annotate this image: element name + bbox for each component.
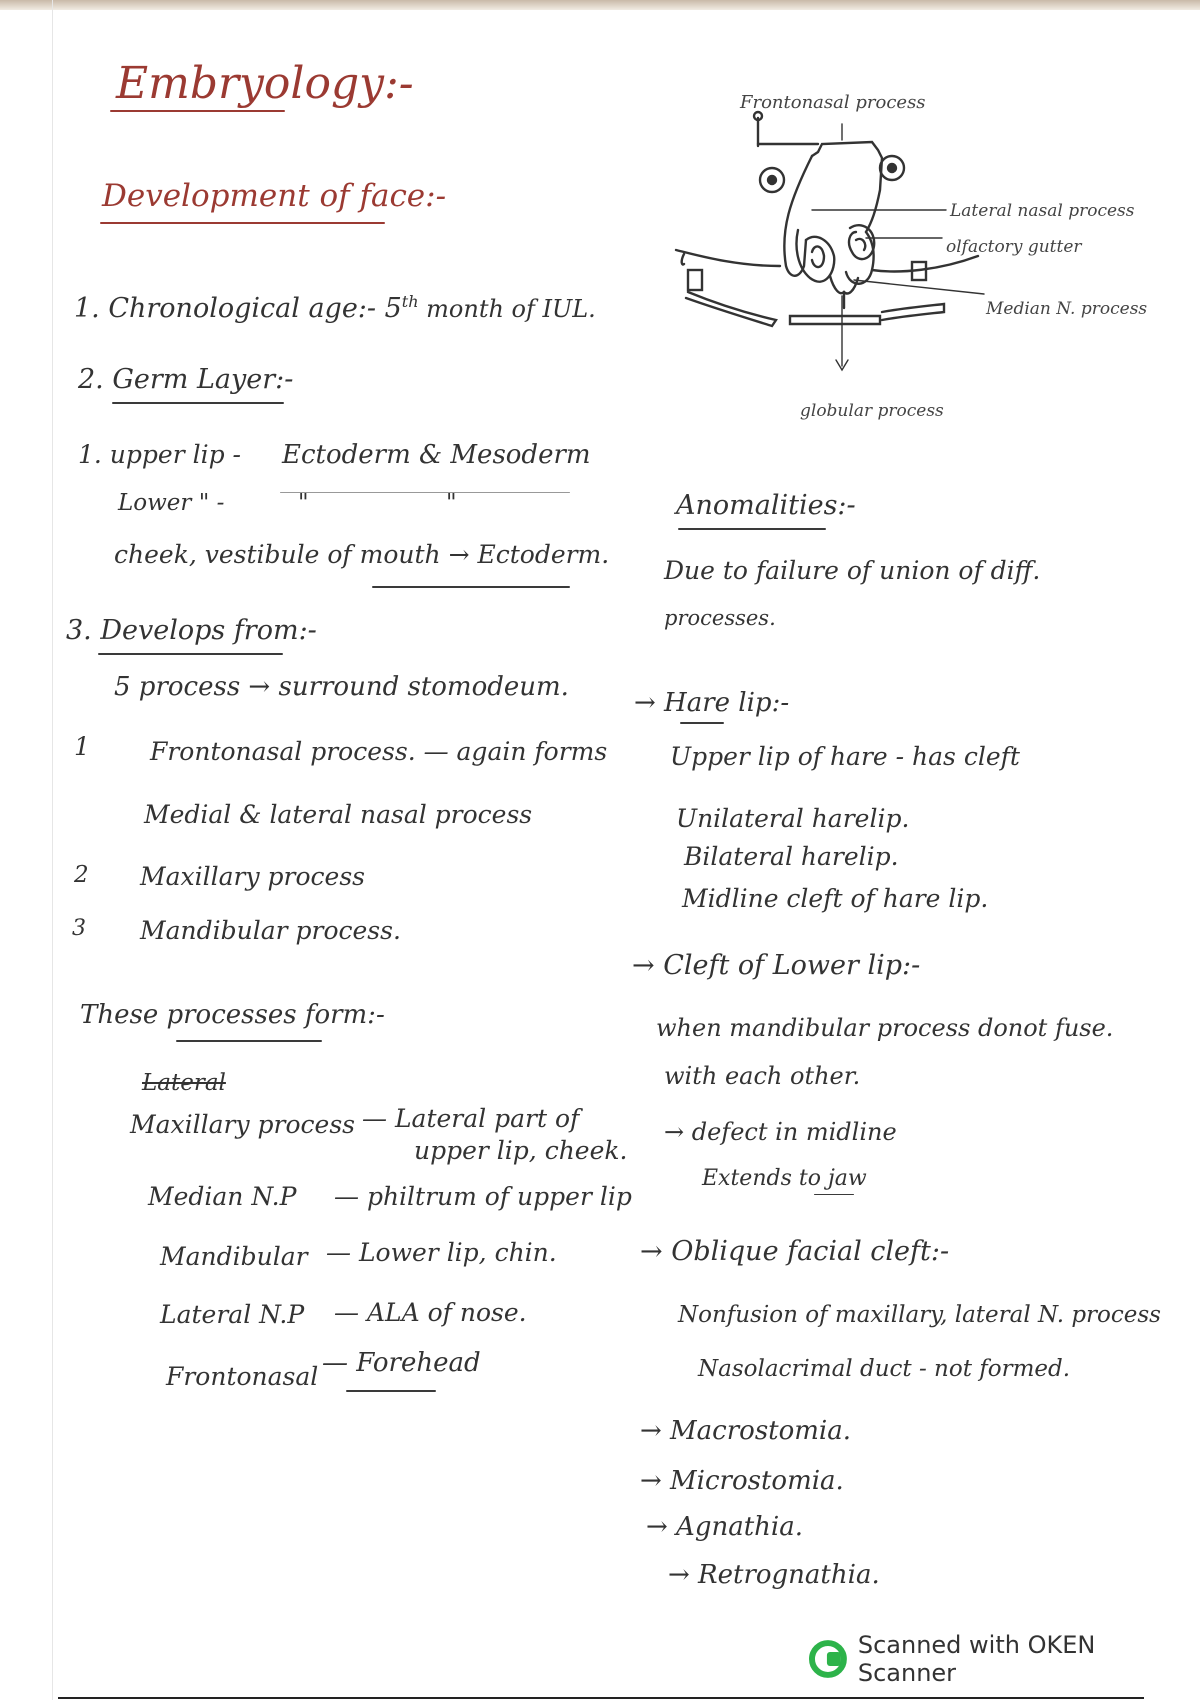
diagram-label-frontonasal: Frontonasal process (740, 92, 926, 113)
scanner-watermark-text: Scanned with OKEN Scanner (857, 1631, 1096, 1687)
chronological-age (74, 292, 596, 325)
page-title: Embryology:- (116, 58, 414, 109)
develop-item-3: Maxillary process (140, 862, 365, 891)
forms-row-5-left: Frontonasal (166, 1362, 319, 1391)
forms-row-1-right: — Lateral part of (362, 1104, 580, 1133)
other-anomaly-2: → Microstomia. (640, 1466, 844, 1496)
germ-cheek-underline (372, 586, 570, 588)
forms-row-3-left: Mandibular (160, 1242, 308, 1271)
harelip-line-1: Upper lip of hare - has cleft (670, 742, 1020, 771)
germ-lower-ditto-2: " (446, 490, 457, 516)
forms-row-3-right: — Lower lip, chin. (326, 1238, 557, 1267)
chrono-sup: th (401, 292, 419, 311)
harelip-line-3: Bilateral harelip. (684, 842, 899, 871)
germ-upper-label: 1. upper lip - (78, 440, 241, 469)
chrono-label: 1. Chronological age:- 5 (74, 293, 402, 324)
diagram-label-globular: globular process (800, 401, 944, 421)
forms-heading: These processes form:- (80, 1000, 385, 1030)
harelip-heading: → Hare lip:- (634, 688, 790, 718)
develop-item-2: Medial & lateral nasal process (144, 800, 533, 829)
other-anomaly-1: → Macrostomia. (640, 1416, 851, 1446)
frontonasal-outline (812, 142, 882, 232)
develop-item-4-num: 3 (72, 916, 86, 941)
scanner-watermark (808, 1631, 1200, 1687)
develop-item-1-num: 1 (74, 732, 90, 761)
develops-processes-line: 5 process → surround stomodeum. (114, 672, 569, 702)
median-pointer (854, 280, 984, 294)
germ-upper-value: Ectoderm & Mesoderm (282, 440, 591, 470)
jaw-underline (814, 1194, 854, 1195)
anomalies-intro-1: Due to failure of union of diff. (664, 556, 1041, 585)
forms-heading-underline (176, 1040, 322, 1042)
other-anomaly-3: → Agnathia. (646, 1512, 803, 1542)
germ-cheek: cheek, vestibule of mouth → Ectoderm. (114, 540, 610, 569)
oblique-line-1: Nonfusion of maxillary, lateral N. process (678, 1302, 1161, 1328)
germ-lower-ditto-1: " (298, 490, 309, 516)
right-mandibular (790, 316, 880, 324)
forms-row-1-left: Maxillary process (130, 1110, 355, 1139)
face-development-diagram (640, 80, 1160, 450)
germ-heading-underline (112, 402, 284, 404)
page-top-edge (0, 0, 1200, 10)
develop-item-1: Frontonasal process. — again forms (150, 737, 608, 766)
forms-row-5-right: — Forehead (322, 1348, 481, 1378)
forms-row-2-right: — philtrum of upper lip (334, 1182, 632, 1211)
harelip-underline (680, 722, 724, 724)
other-anomaly-4: → Retrognathia. (668, 1560, 880, 1590)
harelip-line-2: Unilateral harelip. (676, 804, 910, 833)
forms-row-4-right: — ALA of nose. (334, 1298, 527, 1327)
oblique-heading: → Oblique facial cleft:- (640, 1236, 950, 1267)
page-bottom-rule (58, 1697, 1144, 1699)
germ-upper-underline (280, 492, 570, 493)
forms-row-4-left: Lateral N.P (160, 1300, 305, 1329)
forms-lateral-label: Lateral (142, 1070, 226, 1096)
section-subtitle: Development of face:- (102, 178, 447, 214)
develop-item-3-num: 2 (74, 862, 89, 888)
margin-line (52, 0, 53, 1700)
title-underline (110, 110, 285, 112)
cleft-lower-line-1: when mandibular process donot fuse. (656, 1014, 1114, 1042)
diagram-label-olfactory: olfactory gutter (946, 237, 1082, 257)
develops-heading: 3. Develops from:- (66, 615, 317, 646)
develop-item-4: Mandibular process. (140, 916, 401, 945)
cleft-lower-line-4: Extends to jaw (702, 1166, 867, 1191)
left-block (688, 270, 702, 290)
cleft-lower-line-2: with each other. (664, 1062, 861, 1090)
germ-layer-heading: 2. Germ Layer:- (78, 364, 294, 395)
forehead-underline (346, 1390, 436, 1392)
germ-lower-label: Lower " - (118, 490, 225, 516)
diagram-label-median: Median N. process (986, 299, 1148, 319)
chrono-rest: month of IUL. (418, 295, 596, 323)
left-maxillary (676, 250, 780, 266)
anomalies-heading-underline (678, 528, 826, 530)
diagram-label-lateral: Lateral nasal process (950, 201, 1135, 221)
develops-heading-underline (98, 653, 283, 655)
forms-row-2-left: Median N.P (148, 1182, 297, 1211)
oblique-line-2: Nasolacrimal duct - not formed. (698, 1356, 1071, 1382)
subtitle-underline (100, 222, 385, 224)
harelip-line-4: Midline cleft of hare lip. (682, 884, 989, 913)
cleft-lower-line-3: → defect in midline (664, 1118, 897, 1146)
left-mandibular (686, 292, 776, 326)
anomalies-intro-2: processes. (664, 606, 776, 630)
anomalies-heading: Anomalities:- (676, 490, 856, 521)
forms-row-1b-right: upper lip, cheek. (414, 1136, 628, 1165)
cleft-lower-heading: → Cleft of Lower lip:- (632, 950, 921, 981)
oken-logo-icon (808, 1639, 848, 1679)
left-nasal-pit (797, 230, 835, 282)
